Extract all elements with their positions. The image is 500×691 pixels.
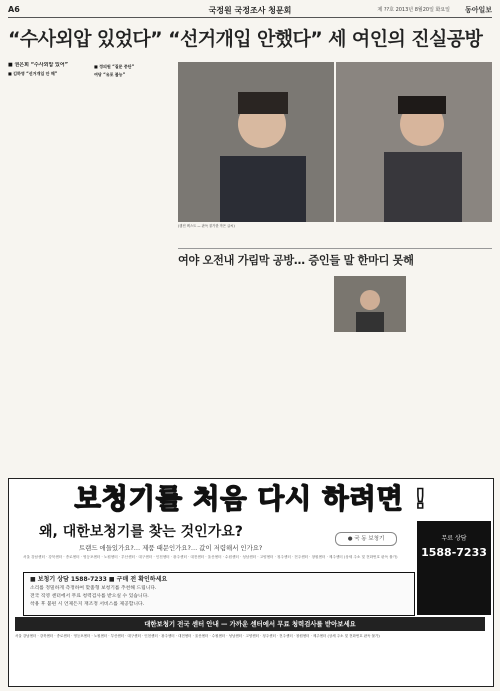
ad-info-line: 소리를 정밀하게 측정하여 맞춤형 보청기를 추천해 드립니다. [30,586,157,591]
ad-fineprint: 서울 강남센터 · 강북센터 · 종로센터 · 영등포센터 · 노원센터 · 부산센터 · 대구센터 · 인천센터 · 광주센터 · 대전센터 · 울산센터 · 수원센터 · 성남센터 · 고양센터 · 청주센터 · 전주센터 · 창원센터 · 제주센터 (상세 주소 및 전화번호 판독 불가) [23,555,398,559]
subhead-1: ■ 권은희 “수사외압 있어” [8,62,68,68]
issue-date: 제 ??호 2013년 8월20일 화요일 [377,7,450,13]
ad-bottom-banner: 대한보청기 전국 센터 안내 — 가까운 센터에서 무료 청력검사를 받아보세요 [15,617,485,631]
article-column-5 [334,334,406,472]
article-column-3 [178,276,250,472]
photo-small-image [334,276,406,332]
article-column-4 [256,276,328,472]
photo-caption: (캡션 텍스트 — 판독 불가한 작은 글씨) [178,224,235,228]
ad-info-line: 전국 직영 센터에서 무료 청력검사를 받으실 수 있습니다. [30,594,149,599]
ad-info-box [23,572,415,616]
second-headline: 여야 오전내 가림막 공방… 증인들 말 한마디 못해 [178,254,414,267]
publication-name: 동아일보 [464,6,492,14]
ad-contact-box [417,521,491,615]
subhead-4: 여당 “유포 불능” [94,72,126,77]
article-column-6 [412,276,492,472]
section-title: 국정원 국정조사 청문회 [208,6,292,15]
photo-left [178,62,334,222]
ad-contact-number: 1588-7233 [421,546,487,559]
ad-info-headline: ■ 보청기 상담 1588-7233 ■ 구매 전 확인하세요 [30,576,168,583]
main-headline: “수사외압 있었다” “선거개입 안했다” 세 여인의 진실공방 [8,28,483,50]
subhead-3: ■ 정의원 “질문 중단” [94,64,135,69]
ad-contact-title: 무료 상담 [441,535,467,542]
divider-rule [178,248,492,249]
ad-info-line: 착용 후 불편 시 언제든지 재조정 서비스를 제공합니다. [30,602,145,607]
ad-title: 보청기를 처음 다시 하려면 ! [74,484,428,515]
ad-question: 왜, 대한보청기를 찾는 것인가요? [39,524,243,540]
page-number: A6 [8,5,20,14]
page-header [8,3,492,18]
article-column-2 [94,62,172,472]
ad-subquestion: 트랜드 애들있가요?… 제품 때문인가요?… 값이 저렴해서 인가요? [79,544,263,552]
photo-left-image [178,62,334,222]
photo-right [336,62,492,222]
photo-small [334,276,406,332]
ad-logo: ● 국 동 보청기 [335,532,397,546]
photo-right-image [336,62,492,222]
ad-addresses: 서울 강남센터 · 강북센터 · 종로센터 · 영등포센터 · 노원센터 · 부산센터 · 대구센터 · 인천센터 · 광주센터 · 대전센터 · 울산센터 · 수원센터 · 성남센터 · 고양센터 · 청주센터 · 전주센터 · 창원센터 · 제주센터 (상세 주소 및 전화번호 판독 불가) [15,634,380,638]
subhead-2: ■ 김하영 “선거개입 안 해” [8,71,58,76]
advertisement [8,478,494,687]
article-column-1 [8,62,88,472]
